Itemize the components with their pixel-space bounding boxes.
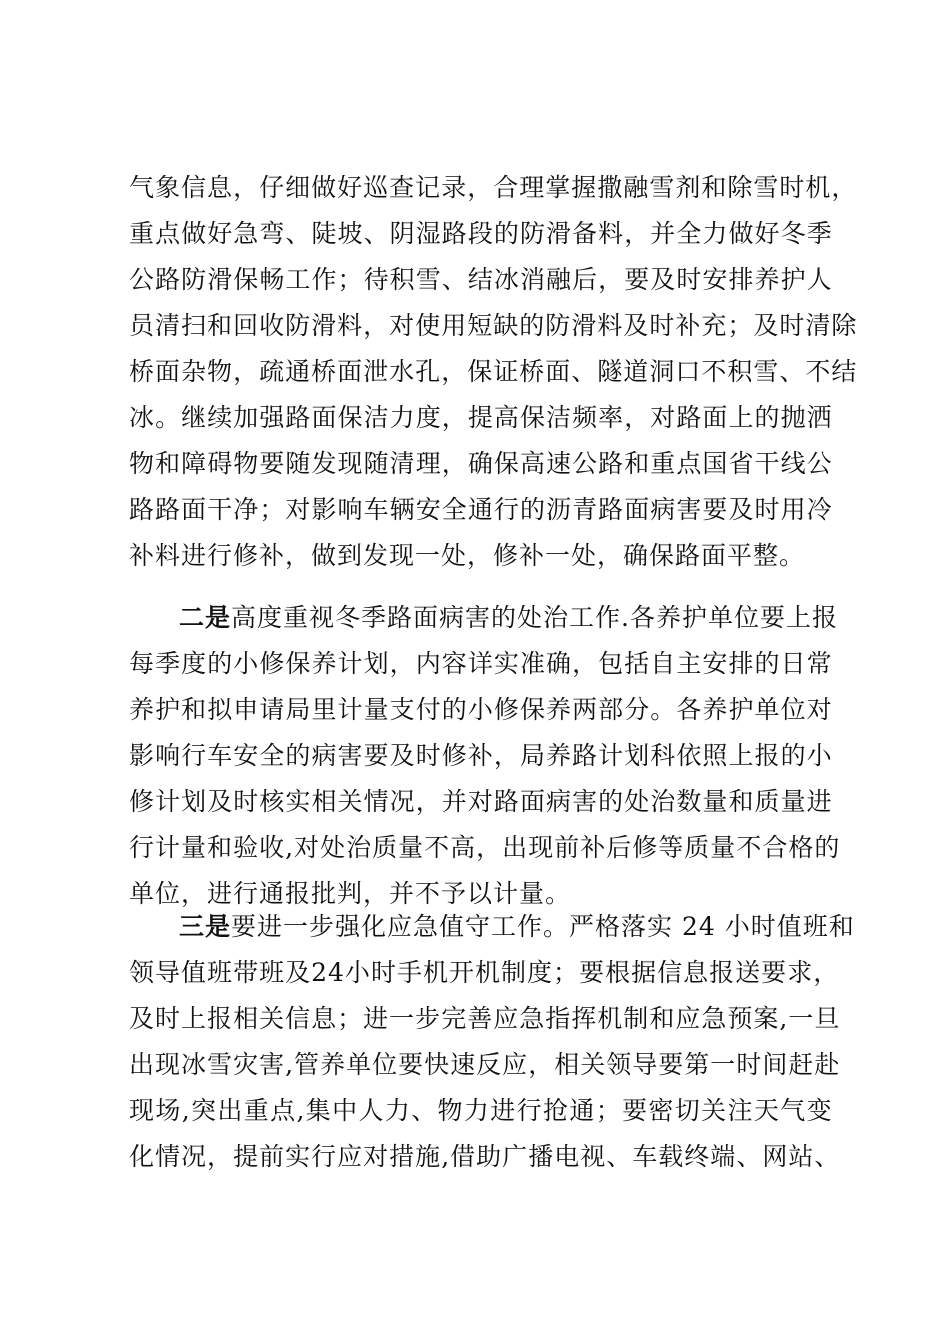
text-run: 要进一步强化应急值守工作。严格落实 24 小时值班和 [231, 912, 855, 941]
text-line: 领 导 值 班 带 班 及 2 4 小 时 手 机 开 机 制 度 ； 要 根 据 信 息 报 送 要 求 ， [129, 958, 840, 987]
paragraph-lead: 三是 [179, 912, 232, 941]
paragraph-first-line [129, 595, 838, 641]
text-line: 出 现 冰 雪 灾 害 , 管 养 单 位 要 快 速 反 应 ， 相 关 领 导 要 第 一 时 间 赶 赴 [129, 1050, 841, 1079]
text-line: 现 场 , 突 出 重 点 , 集 中 人 力 、 物 力 进 行 抢 通 ； 要 密 切 关 注 天 气 变 [129, 1096, 833, 1125]
text-line: 物 和 障 碍 物 要 随 发 现 随 清 理 ， 确 保 高 速 公 路 和 重 点 国 省 干 线 公 [129, 449, 833, 478]
text-line: 员 清 扫 和 回 收 防 滑 料 ， 对 使 用 短 缺 的 防 滑 料 及 时 补 充 ； 及 时 清 除 [129, 311, 858, 340]
paragraph-winter-road-maintenance [129, 165, 858, 579]
text-run: 高度重视冬季路面病害的处治工作.各养护单位要上报 [231, 603, 838, 632]
text-line: 影 响 行 车 安 全 的 病 害 要 及 时 修 补 ， 局 养 路 计 划 科 依 照 上 报 的 小 [129, 741, 833, 770]
paragraph-first-line [129, 904, 855, 950]
paragraph-emergency-duty [129, 904, 855, 1180]
paragraph-pavement-repair [129, 595, 841, 917]
text-line: 重 点 做 好 急 弯 、 陡 坡 、 阴 湿 路 段 的 防 滑 备 料 ， 并 全 力 做 好 冬 季 [129, 219, 833, 248]
text-line: 补料进行修补，做到发现一处，修补一处，确保路面平整。 [129, 541, 806, 570]
text-line: 单位，进行通报批判，并不予以计量。 [129, 879, 572, 908]
text-line: 及 时 上 报 相 关 信 息 ； 进 一 步 完 善 应 急 指 挥 机 制 和 应 急 预 案 , 一 旦 [129, 1004, 841, 1033]
text-line: 冰 。 继 续 加 强 路 面 保 洁 力 度 ， 提 高 保 洁 频 率 ， 对 路 面 上 的 抛 洒 [129, 403, 833, 432]
text-line: 修 计 划 及 时 核 实 相 关 情 况 ， 并 对 路 面 病 害 的 处 治 数 量 和 质 量 进 [129, 787, 833, 816]
text-line: 行 计 量 和 验 收 , 对 处 治 质 量 不 高 ， 出 现 前 补 后 修 等 质 量 不 合 格 的 [129, 833, 841, 862]
text-line: 路 路 面 干 净 ； 对 影 响 车 辆 安 全 通 行 的 沥 青 路 面 病 害 要 及 时 用 冷 [129, 495, 833, 524]
paragraph-lead: 二是 [179, 603, 232, 632]
text-line: 养 护 和 拟 申 请 局 里 计 量 支 付 的 小 修 保 养 两 部 分 。 各 养 护 单 位 对 [129, 695, 833, 724]
text-line: 桥 面 杂 物 ， 疏 通 桥 面 泄 水 孔 ， 保 证 桥 面 、 隧 道 洞 口 不 积 雪 、 不 结 [129, 357, 858, 386]
text-line: 公 路 防 滑 保 畅 工 作 ； 待 积 雪 、 结 冰 消 融 后 ， 要 及 时 安 排 养 护 人 [129, 265, 833, 294]
text-line: 气 象 信 息 ， 仔 细 做 好 巡 查 记 录 ， 合 理 掌 握 撒 融 雪 剂 和 除 雪 时 机 ， [129, 173, 858, 202]
text-line: 化 情 况 ， 提 前 实 行 应 对 措 施 , 借 助 广 播 电 视 、 车 载 终 端 、 网 站 、 [129, 1142, 841, 1171]
text-line: 每 季 度 的 小 修 保 养 计 划 ， 内 容 详 实 准 确 ， 包 括 自 主 安 排 的 日 常 [129, 649, 833, 678]
